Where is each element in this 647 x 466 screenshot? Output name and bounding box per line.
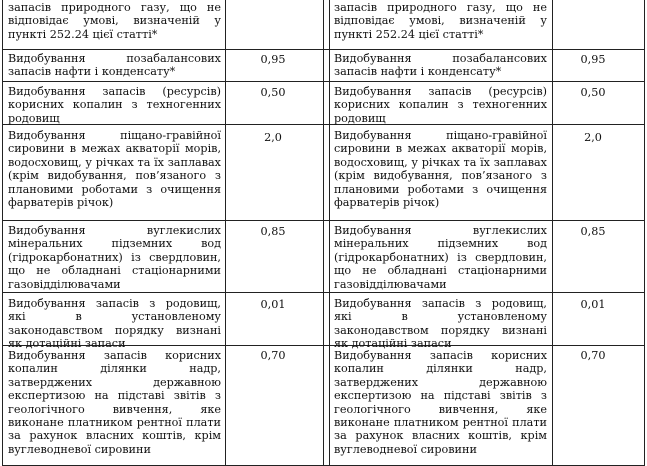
- table-row-label: Видобування вуглекислих мінеральних підземних вод (гідрокарбонатних) із свердловин, що не обладнані стаціонарними газовідділювачами: [334, 224, 547, 291]
- rent-coefficient-table: [2, 0, 645, 466]
- row-divider: [3, 49, 644, 50]
- table-row-value: 2,0: [264, 131, 282, 144]
- table-row-label: запасів природного газу, що не відповідає умові, визначеній у пункті 252.24 цієї статті*: [8, 1, 221, 41]
- table-row-value: 0,85: [580, 225, 606, 238]
- row-divider: [3, 292, 644, 293]
- table-row-value: 0,95: [580, 53, 606, 66]
- table-row-value: 0,50: [580, 86, 606, 99]
- table-row-value: 0,01: [260, 298, 286, 311]
- column-divider: [225, 0, 226, 465]
- table-row-value: 2,0: [584, 131, 602, 144]
- row-divider: [3, 81, 644, 82]
- table-row-label: Видобування запасів корисних копалин ділянки надр, затверджених державною експертизою на підставі звітів з геологічного вивчення, яке виконане платником рентної плати за рахунок власних коштів, крім вуглеводневої сировини: [334, 349, 547, 456]
- table-row-value: 0,50: [260, 86, 286, 99]
- column-divider: [552, 0, 553, 465]
- table-row-label: Видобування запасів з родовищ, які в установленому законодавством порядку визнані як дотаційні запаси: [8, 297, 221, 351]
- table-row-value: 0,01: [580, 298, 606, 311]
- table-row-label: Видобування запасів (ресурсів) корисних копалин з техногенних родовищ: [334, 85, 547, 125]
- table-row-value: 0,70: [260, 349, 286, 362]
- table-row-label: запасів природного газу, що не відповідає умові, визначеній у пункті 252.24 цієї статті*: [334, 1, 547, 41]
- table-row-value: 0,70: [580, 349, 606, 362]
- table-row-label: Видобування вуглекислих мінеральних підземних вод (гідрокарбонатних) із свердловин, що не обладнані стаціонарними газовідділювачами: [8, 224, 221, 291]
- table-row-label: Видобування запасів корисних копалин ділянки надр, затверджених державною експертизою на підставі звітів з геологічного вивчення, яке виконане платником рентної плати за рахунок власних коштів, крім вуглеводневої сировини: [8, 349, 221, 456]
- table-row-label: Видобування позабалансових запасів нафти і конденсату*: [334, 52, 547, 79]
- table-row-label: Видобування піщано-гравійної сировини в межах акваторії морів, водосховищ, у річках та їх заплавах (крім видобування, пов’язаного з плановими роботами з очищення фарватерів річок): [8, 129, 221, 210]
- row-divider: [3, 220, 644, 221]
- table-row-value: 0,85: [260, 225, 286, 238]
- table-row-label: Видобування запасів з родовищ, які в установленому законодавством порядку визнані як дотаційні запаси: [334, 297, 547, 351]
- column-divider: [323, 0, 324, 465]
- table-row-label: Видобування позабалансових запасів нафти і конденсату*: [8, 52, 221, 79]
- column-divider: [329, 0, 330, 465]
- table-row-value: 0,95: [260, 53, 286, 66]
- table-row-label: Видобування піщано-гравійної сировини в межах акваторії морів, водосховищ, у річках та їх заплавах (крім видобування, пов’язаного з плановими роботами з очищення фарватерів річок): [334, 129, 547, 210]
- table-row-label: Видобування запасів (ресурсів) корисних копалин з техногенних родовищ: [8, 85, 221, 125]
